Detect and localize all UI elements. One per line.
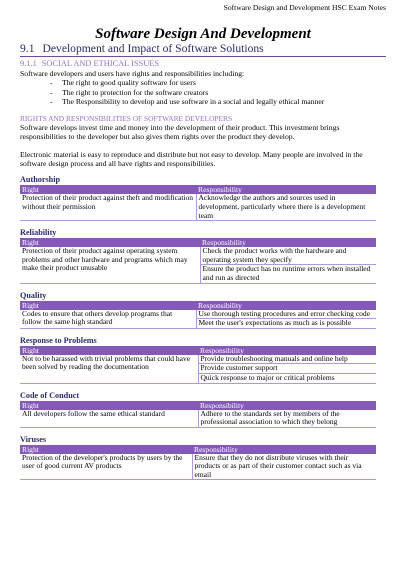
subsection-heading <box>20 59 386 69</box>
viruses-table <box>20 445 376 481</box>
column-header-responsibility: Responsibility <box>196 301 376 310</box>
intro-paragraph: Software developers and users have rights and responsibilities including: <box>20 69 245 78</box>
section-number: 9.1 <box>20 42 35 55</box>
column-header-right: Right <box>20 185 196 194</box>
list-item: - The right to protection for the software creators <box>50 88 386 97</box>
paragraph-investment: Software develops invest time and money into the development of their product. This investment brings responsibilities to the developer but also gives them rights over the product they develop. <box>20 123 340 142</box>
column-header-right: Right <box>20 301 196 310</box>
responsibility-cell: Ensure that they do not distribute viruses with their products or as part of their customer contact such as via email <box>192 454 376 480</box>
running-header: Software Design and Development HSC Exam Notes <box>223 3 386 12</box>
conduct-table <box>20 401 376 428</box>
responsibility-cell: Adhere to the standards set by members of the professional association to which they belong <box>198 410 376 428</box>
paragraph-electronic: Electronic material is easy to reproduce and distribute but not easy to develop. Many people are involved in the software design process and all have rights and responsibilities. <box>20 149 363 169</box>
right-cell: Protection of their product against operating system problems and other hardware and programs which may make their product unusable <box>22 246 188 273</box>
column-header-responsibility: Responsibility <box>198 346 376 355</box>
viruses-heading: Viruses <box>20 434 47 444</box>
table-row <box>20 410 376 428</box>
responsibility-cell: Meet the user's expectations as much as is possible <box>196 319 376 329</box>
page-content <box>20 8 386 480</box>
column-header-right: Right <box>20 238 200 247</box>
responsibility-cell: Use thorough testing procedures and error checking code <box>196 310 376 319</box>
conduct-heading: Code of Conduct <box>20 390 80 400</box>
table-row <box>20 194 376 220</box>
column-header-right: Right <box>20 401 198 410</box>
list-item: - The right to good quality software for users <box>50 78 386 87</box>
column-header-responsibility: Responsibility <box>198 401 376 410</box>
column-header-right: Right <box>20 445 192 454</box>
right-cell: All developers follow the same ethical standard <box>22 408 165 418</box>
responsibility-cell: Quick response to major or critical problems <box>198 373 376 383</box>
column-header-responsibility: Responsibility <box>192 445 376 454</box>
right-cell: Protection of the developer's products by users by the user of good current AV products <box>22 452 183 471</box>
rights-heading: RIGHTS AND RESPONSIBILITIES OF SOFTWARE DEVELOPERS <box>20 114 233 124</box>
section-heading <box>20 42 386 57</box>
table-row <box>20 247 376 265</box>
responsibility-cell: Ensure the product has no runtime errors when installed and run as directed <box>200 265 376 283</box>
subsection-title: SOCIAL AND ETHICAL ISSUES <box>41 59 160 68</box>
response-table <box>20 346 376 384</box>
table-row <box>20 355 376 364</box>
response-heading: Response to Problems <box>20 335 97 345</box>
responsibility-cell: Check the product works with the hardware and operating system they specify <box>200 247 376 265</box>
quality-table <box>20 301 376 329</box>
quality-heading: Quality <box>20 290 47 300</box>
column-header-responsibility: Responsibility <box>200 238 376 247</box>
right-cell: Codes to ensure that others develop programs that follow the same high standard <box>22 308 173 327</box>
responsibility-cell: Provide troubleshooting manuals and online help <box>198 355 376 364</box>
section-title: Development and Impact of Software Solutions <box>42 42 264 55</box>
right-cell: Protection of their product against theft and modification without their permission <box>22 193 193 211</box>
document-title: Software Design And Development <box>95 26 311 42</box>
responsibility-cell: Acknowledge the authors and sources used in development, particularly where there is a development team <box>196 194 376 220</box>
column-header-right: Right <box>20 346 198 355</box>
responsibility-cell: Provide customer support <box>198 364 376 374</box>
subsection-number: 9.1.1 <box>20 59 37 68</box>
authorship-table <box>20 185 376 221</box>
rights-list <box>20 78 386 106</box>
list-item: - The Responsibility to develop and use software in a social and legally ethical manner <box>50 97 386 106</box>
reliability-heading: Reliability <box>20 228 57 238</box>
column-header-responsibility: Responsibility <box>196 185 376 194</box>
reliability-table <box>20 238 376 283</box>
authorship-heading: Authorship <box>20 175 61 185</box>
table-row <box>20 454 376 480</box>
right-cell: Not to be harassed with trivial problems that could have been solved by reading the documentation <box>22 353 191 372</box>
